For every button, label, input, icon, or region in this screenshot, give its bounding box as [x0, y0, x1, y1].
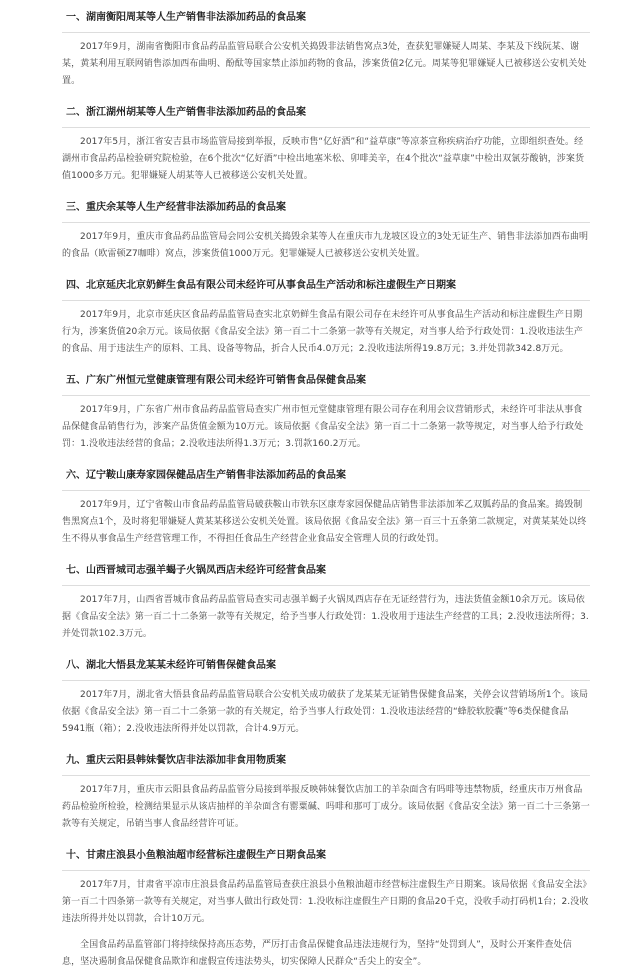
- case-3: [62, 194, 590, 272]
- case-title: 九、重庆云阳县韩妹餐饮店非法添加非食用物质案: [62, 747, 590, 776]
- case-9: [62, 747, 590, 842]
- case-title: 八、湖北大悟县龙某某未经许可销售保健食品案: [62, 652, 590, 681]
- case-7: [62, 557, 590, 652]
- case-body: 2017年9月，北京市延庆区食品药品监管局查实北京奶鲜生食品有限公司存在未经许可从事食品生产活动和标注虚假生产日期行为，涉案货值20余万元。该局依据《食品安全法》第一百二十二条第一款等有关规定，对当事人给予行政处罚：1.没收违法生产的食品、用于违法生产的原料、工具、设备等物品，折合人民币4.0万元；2.没收违法所得19.8万元；3.并处罚款342.8万元。: [62, 310, 583, 354]
- case-body: 2017年7月，山西省晋城市食品药品监管局查实司志强羊蝎子火锅凤西店存在无证经营行为，违法货值金额10余万元。该局依据《食品安全法》第一百二十二条第一款等有关规定，给予当事人行政处罚：1.没收用于违法生产经营的工具；2.没收违法所得；3.并处罚款102.3万元。: [62, 595, 589, 639]
- case-5: [62, 367, 590, 462]
- case-10: [62, 842, 590, 937]
- case-body: 2017年7月，湖北省大悟县食品药品监管局联合公安机关成功破获了龙某某无证销售保健食品案，关停会议营销场所1个。该局依据《食品安全法》第一百二十二条第一款的有关规定，给予当事人行政处罚：1.没收违法经营的“蜂胶软胶囊”等6类保健食品5941瓶（箱）；2.没收违法所得并处以罚款，合计4.9万元。: [62, 690, 589, 734]
- case-body: 2017年7月，重庆市云阳县食品药品监管分局接到举报反映韩妹餐饮店加工的羊杂面含有吗啡等违禁物质，经重庆市万州食品药品检验所检验，检测结果显示从该店抽样的羊杂面含有罂粟碱、吗啡和那可丁成分。该局依据《食品安全法》第一百二十三条第一款等有关规定，吊销当事人食品经营许可证。: [62, 785, 590, 829]
- case-title: 十、甘肃庄浪县小鱼粮油超市经营标注虚假生产日期食品案: [62, 842, 590, 871]
- case-title: 二、浙江湖州胡某等人生产销售非法添加药品的食品案: [62, 99, 590, 128]
- case-body: 2017年9月，辽宁省鞍山市食品药品监管局破获鞍山市铁东区康寿家园保健品店销售非法添加苯乙双胍药品的食品案。捣毁制售黑窝点1个，及时将犯罪嫌疑人黄某某移送公安机关处置。该局依据《食品安全法》第一百三十五条第二款规定，对黄某某处以终生不得从事食品生产经营管理工作，不得担任食品生产经营企业食品安全管理人员的行政处罚。: [62, 500, 587, 544]
- case-body: 2017年9月，广东省广州市食品药品监管局查实广州市恒元堂健康管理有限公司存在利用会议营销形式，未经许可非法从事食品保健食品销售行为，涉案产品货值金额为10万元。该局依据《食品安全法》第一百二十二条第一款等规定，对当事人给予行政处罚：1.没收违法经营的食品；2.没收违法所得1.3万元；3.罚款160.2万元。: [62, 405, 584, 449]
- case-title: 五、广东广州恒元堂健康管理有限公司未经许可销售食品保健食品案: [62, 367, 590, 396]
- case-body: 2017年7月，甘肃省平凉市庄浪县食品药品监管局查获庄浪县小鱼粮油超市经营标注虚假生产日期案。该局依据《食品安全法》第一百二十四条第一款等有关规定，对当事人做出行政处罚：1.没收标注虚假生产日期的食品20千克，没收手动打码机1台；2.没收违法所得并处以罚款，合计10万元。: [62, 880, 589, 924]
- closing-paragraph: 全国食品药品监管部门将持续保持高压态势，严厉打击食品保健食品违法违规行为，坚持“处罚到人”，及时公开案件查处信息，坚决遏制食品保健食品欺诈和虚假宣传违法势头，切实保障人民群众“舌尖上的安全”。: [62, 940, 572, 967]
- case-2: [62, 99, 590, 194]
- case-1: [62, 4, 590, 99]
- case-body: 2017年5月，浙江省安吉县市场监管局接到举报，反映市售“亿好酒”和“益草康”等凉茶宣称疾病治疗功能，立即组织查处。经湖州市食品药品检验研究院检验，在6个批次“亿好酒”中检出地塞米松、卯啡美辛，在4个批次“益草康”中检出双氯芬酸钠，涉案货值1000多万元。犯罪嫌疑人胡某等人已被移送公安机关处置。: [62, 137, 585, 181]
- case-4: [62, 272, 590, 367]
- case-body: 2017年9月，重庆市食品药品监管局会同公安机关捣毁余某等人在重庆市九龙坡区设立的3处无证生产、销售非法添加西布曲明的食品（欧雷顿Z7咖啡）窝点，涉案货值1000万元。犯罪嫌疑人已被移送公安机关处置。: [62, 232, 589, 259]
- case-title: 七、山西晋城司志强羊蝎子火锅凤西店未经许可经营食品案: [62, 557, 590, 586]
- case-title: 四、北京延庆北京奶鲜生食品有限公司未经许可从事食品生产活动和标注虚假生产日期案: [62, 272, 590, 301]
- case-title: 一、湖南衡阳周某等人生产销售非法添加药品的食品案: [62, 4, 590, 33]
- case-8: [62, 652, 590, 747]
- case-title: 六、辽宁鞍山康寿家园保健品店生产销售非法添加药品的食品案: [62, 462, 590, 491]
- case-title: 三、重庆余某等人生产经营非法添加药品的食品案: [62, 194, 590, 223]
- case-6: [62, 462, 590, 557]
- case-body: 2017年9月，湖南省衡阳市食品药品监管局联合公安机关捣毁非法销售窝点3处，查获犯罪嫌疑人周某、李某及下线阮某、谢某，黄某利用互联网销售添加西布曲明、酚酞等国家禁止添加药物的食品，涉案货值2亿元。周某等犯罪嫌疑人已被移送公安机关处置。: [62, 42, 587, 86]
